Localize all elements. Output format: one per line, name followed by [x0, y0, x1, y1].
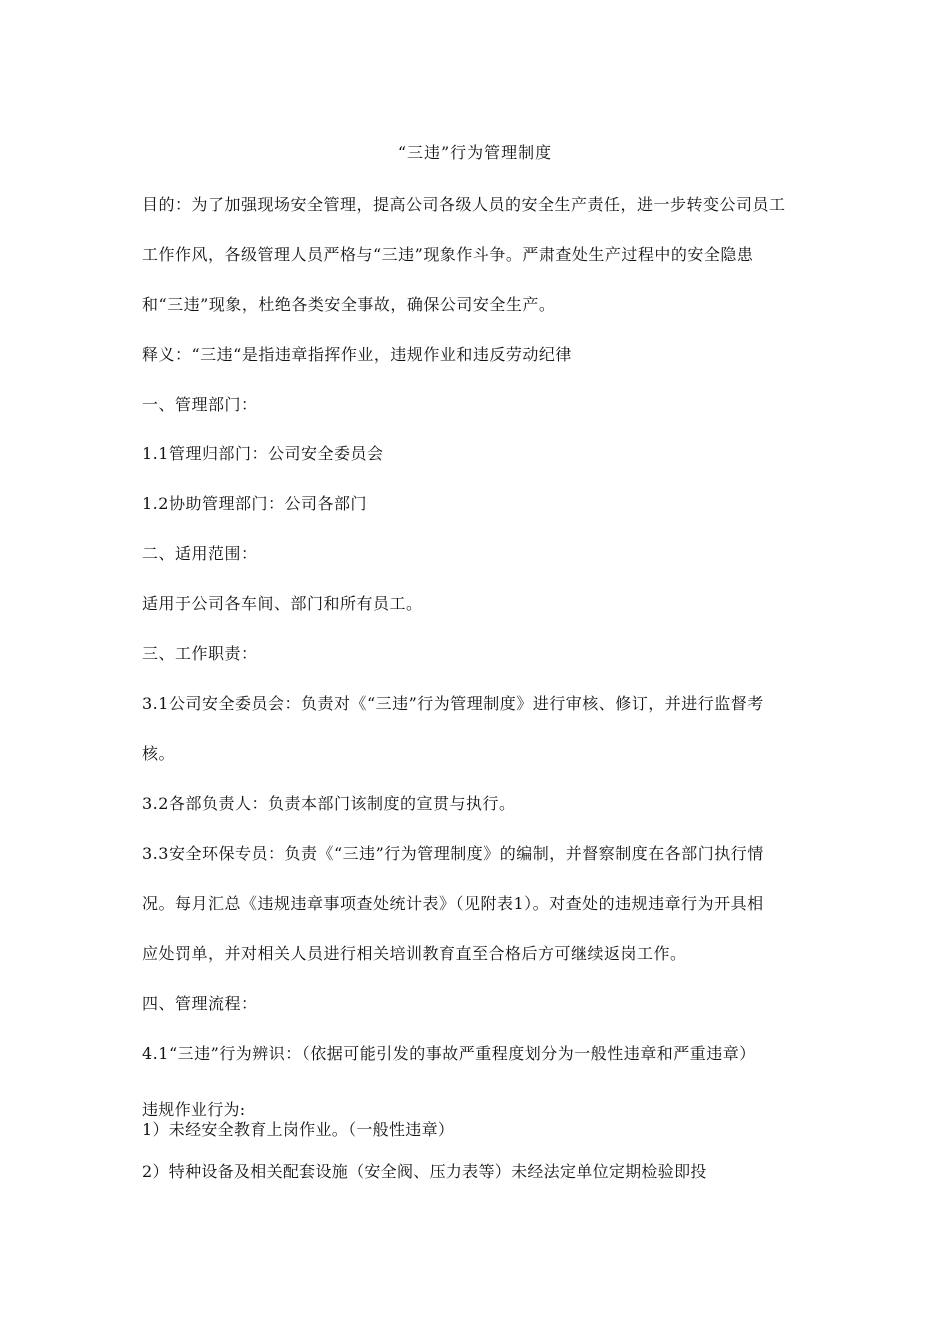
section-heading: 四、管理流程： [142, 994, 258, 1013]
document-title: “三违”行为管理制度 [397, 143, 553, 162]
paragraph-line: 应处罚单，并对相关人员进行相关培训教育直至合格后方可继续返岗工作。 [142, 944, 687, 963]
paragraph-line: 释义：“三违“是指违章指挥作业，违规作业和违反劳动纪律 [142, 345, 572, 364]
paragraph-line: 3.2各部负责人：负责本部门该制度的宣贯与执行。 [142, 794, 516, 813]
list-item: 2）特种设备及相关配套设施（安全阀、压力表等）未经法定单位定期检验即投 [142, 1162, 707, 1181]
paragraph-line: 违规作业行为: [142, 1100, 246, 1119]
paragraph-line: 3.3安全环保专员：负责《“三违”行为管理制度》的编制，并督察制度在各部门执行情 [142, 844, 764, 863]
paragraph-line: 3.1公司安全委员会：负责对《“三违”行为管理制度》进行审核、修订，并进行监督考 [142, 694, 764, 713]
paragraph-line: 和“三违”现象，杜绝各类安全事故，确保公司安全生产。 [142, 295, 556, 314]
paragraph-line: 4.1“三违”行为辨识：（依据可能引发的事故严重程度划分为一般性违章和严重违章） [142, 1044, 756, 1063]
section-heading: 二、适用范围： [142, 544, 258, 563]
paragraph-line: 适用于公司各车间、部门和所有员工。 [142, 594, 423, 613]
paragraph-line: 1.2协助管理部门：公司各部门 [142, 494, 367, 513]
paragraph-line: 况。每月汇总《违规违章事项查处统计表》（见附表1）。对查处的违规违章行为开具相 [142, 894, 764, 913]
paragraph-line: 工作作风，各级管理人员严格与“三违”现象作斗争。严肃查处生产过程中的安全隐患 [142, 245, 754, 264]
list-item: 1）未经安全教育上岗作业。（一般性违章） [142, 1120, 455, 1139]
section-heading: 一、管理部门： [142, 395, 258, 414]
section-heading: 三、工作职责： [142, 644, 258, 663]
paragraph-line: 目的：为了加强现场安全管理，提高公司各级人员的安全生产责任，进一步转变公司员工 [142, 195, 786, 214]
paragraph-line: 1.1管理归部门：公司安全委员会 [142, 444, 384, 463]
paragraph-line: 核。 [142, 744, 176, 763]
